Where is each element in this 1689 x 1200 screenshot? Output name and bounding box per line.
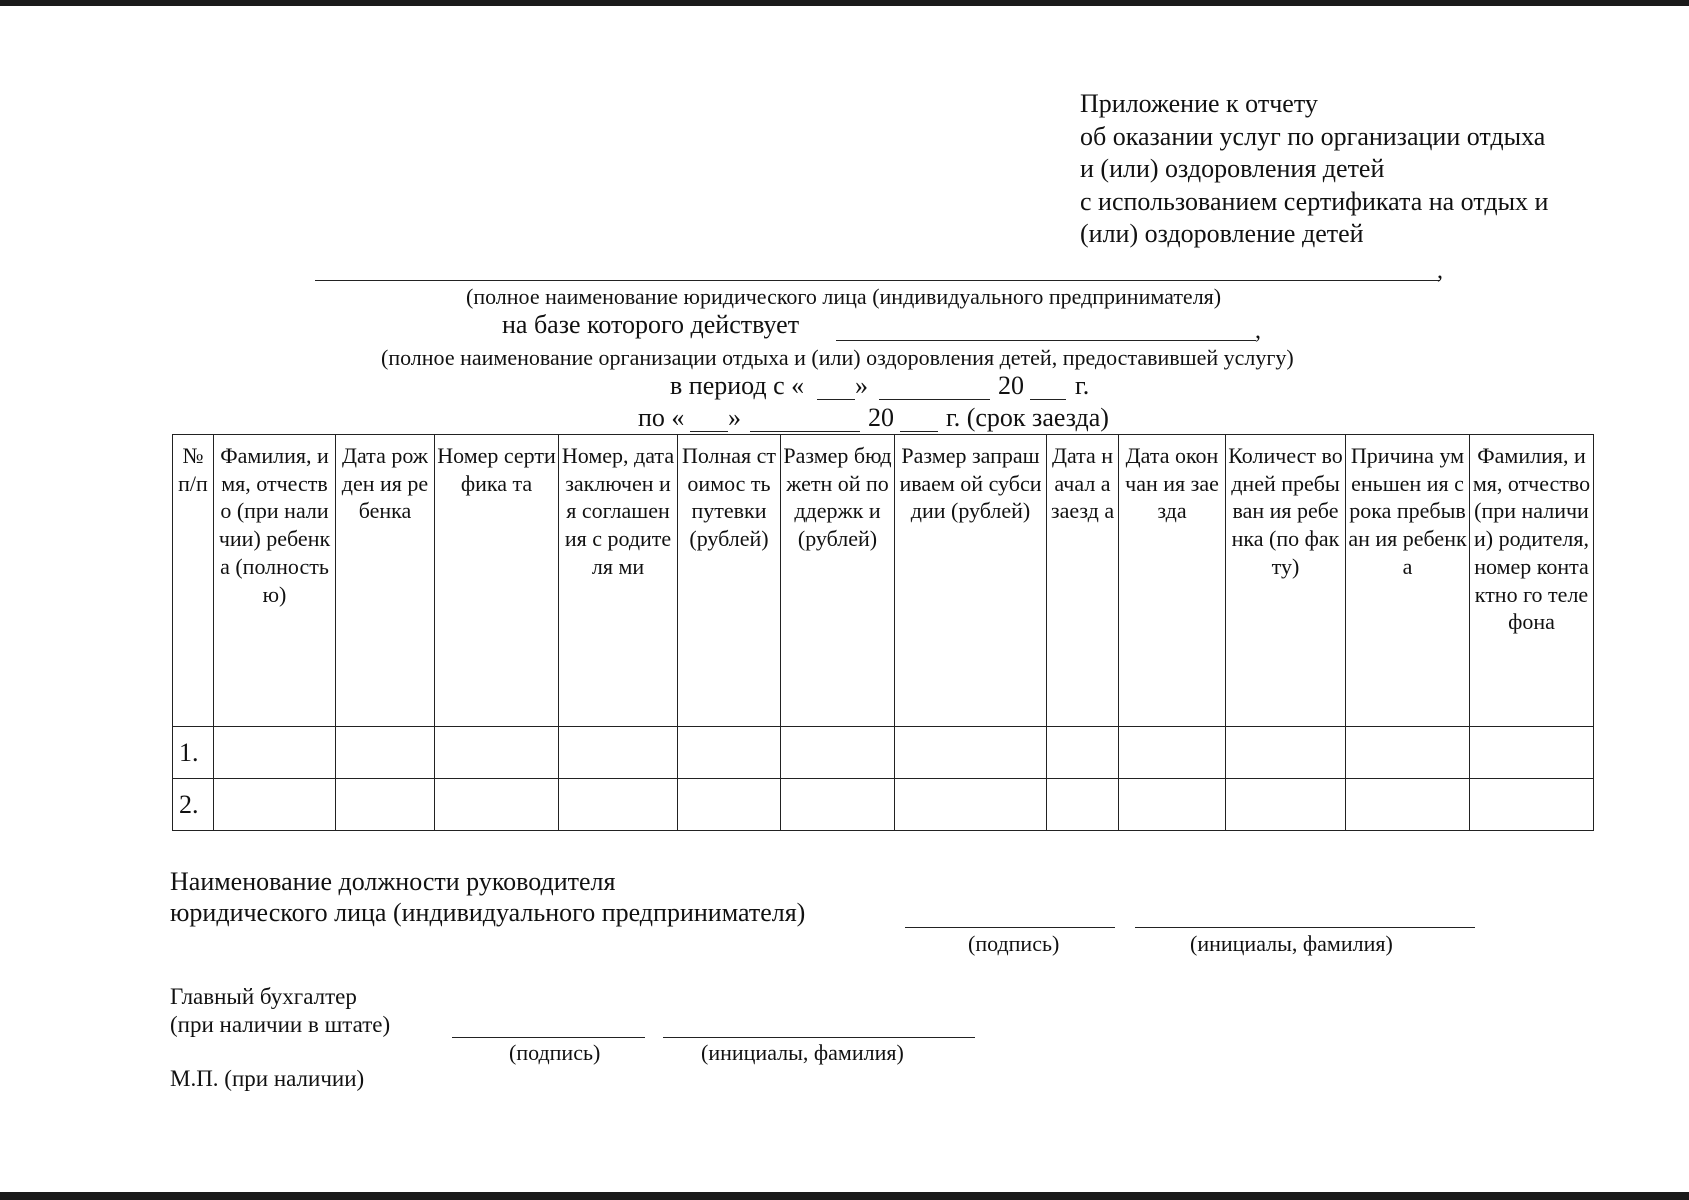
period-to-suffix: г. (срок заезда) — [946, 403, 1109, 432]
period-to-prefix: по « — [638, 403, 685, 432]
table-cell[interactable] — [1470, 779, 1594, 831]
table-row — [173, 779, 1594, 831]
table-cell[interactable] — [214, 779, 336, 831]
scan-bottom-edge — [0, 1192, 1689, 1200]
period-to-year-line[interactable] — [900, 431, 938, 432]
head-title-line-1: Наименование должности руководителя — [170, 867, 616, 896]
head-title-line-2: юридического лица (индивидуального предпринимателя) — [170, 898, 806, 927]
accountant-initials-line[interactable] — [663, 1037, 975, 1038]
accountant-line-1: Главный бухгалтер — [170, 984, 357, 1009]
column-header-arrival-start: Дата начал а заезд а — [1047, 435, 1119, 727]
head-signature-caption: (подпись) — [968, 931, 1060, 956]
appendix-line-3: и (или) оздоровления детей — [1080, 154, 1385, 183]
column-header-number: № п/п — [173, 435, 214, 727]
accountant-signature-caption: (подпись) — [509, 1040, 601, 1065]
column-header-budget-support: Размер бюджетн ой поддержк и (рублей) — [781, 435, 895, 727]
column-header-days-count: Количест во дней пребыван ия ребенка (по факту) — [1226, 435, 1346, 727]
appendix-line-2: об оказании услуг по организации отдыха — [1080, 121, 1546, 151]
table-cell[interactable] — [435, 727, 559, 779]
period-from-prefix: в период с « — [670, 371, 805, 400]
head-initials-caption: (инициалы, фамилия) — [1190, 931, 1393, 956]
report-table — [172, 434, 1594, 831]
appendix-line-1: Приложение к отчету — [1080, 89, 1318, 118]
table-cell[interactable] — [559, 727, 678, 779]
table-cell[interactable] — [1470, 727, 1594, 779]
table-cell[interactable] — [1047, 727, 1119, 779]
table-row — [173, 727, 1594, 779]
row-number: 2. — [173, 779, 214, 831]
period-from-quote-close: » — [855, 371, 868, 400]
table-cell[interactable] — [1119, 727, 1226, 779]
table-cell[interactable] — [336, 727, 435, 779]
period-to-month-line[interactable] — [750, 431, 860, 432]
organization-caption: (полное наименование организации отдыха и (или) оздоровления детей, предоставившей услугу) — [381, 345, 1294, 370]
period-from-suffix: г. — [1075, 371, 1090, 400]
accountant-initials-caption: (инициалы, фамилия) — [701, 1040, 904, 1065]
table-cell[interactable] — [1119, 779, 1226, 831]
row-number: 1. — [173, 727, 214, 779]
table-cell[interactable] — [895, 727, 1047, 779]
column-header-agreement: Номер, дата заключен ия соглашен ия с родителя ми — [559, 435, 678, 727]
table-cell[interactable] — [678, 727, 781, 779]
appendix-header — [1080, 88, 1548, 251]
period-from-year: 20 — [998, 371, 1024, 400]
appendix-line-5: (или) оздоровление детей — [1080, 219, 1364, 248]
appendix-line-4: с использованием сертификата на отдых и — [1080, 186, 1549, 216]
table-header-row — [173, 435, 1594, 727]
column-header-parent-contact: Фамилия, имя, отчество (при наличии) родителя, номер контактно го телефона — [1470, 435, 1594, 727]
column-header-certificate-number: Номер сертифика та — [435, 435, 559, 727]
period-to-day-line[interactable] — [690, 431, 728, 432]
base-label: на базе которого действует — [502, 310, 800, 339]
organization-name-line[interactable] — [836, 340, 1256, 341]
period-from-day-line[interactable] — [817, 399, 855, 400]
table-cell[interactable] — [781, 727, 895, 779]
period-from-year-line[interactable] — [1030, 399, 1066, 400]
column-header-arrival-end: Дата окончан ия заезда — [1119, 435, 1226, 727]
table-cell[interactable] — [781, 779, 895, 831]
table-cell[interactable] — [559, 779, 678, 831]
legal-entity-caption: (полное наименование юридического лица (индивидуального предпринимателя) — [466, 284, 1222, 309]
table-cell[interactable] — [336, 779, 435, 831]
table-cell[interactable] — [1226, 779, 1346, 831]
accountant-signature-line[interactable] — [452, 1037, 645, 1038]
table-cell[interactable] — [435, 779, 559, 831]
period-to-quote-close: » — [728, 403, 741, 432]
head-signature-line[interactable] — [905, 927, 1115, 928]
column-header-reduction-reason: Причина уменьшен ия срока пребыван ия ребенка — [1346, 435, 1470, 727]
table-cell[interactable] — [214, 727, 336, 779]
table-cell[interactable] — [678, 779, 781, 831]
column-header-child-birthdate: Дата рожден ия ребенка — [336, 435, 435, 727]
stamp-label: М.П. (при наличии) — [170, 1066, 365, 1091]
legal-entity-name-line[interactable] — [315, 280, 1440, 281]
column-header-full-cost: Полная стоимос ть путевки (рублей) — [678, 435, 781, 727]
accountant-line-2: (при наличии в штате) — [170, 1012, 391, 1037]
table-cell[interactable] — [1047, 779, 1119, 831]
table-cell[interactable] — [895, 779, 1047, 831]
head-initials-line[interactable] — [1135, 927, 1475, 928]
period-to-year: 20 — [868, 403, 894, 432]
table-cell[interactable] — [1346, 727, 1470, 779]
column-header-child-name: Фамилия, имя, отчество (при наличии) ребенка (полность ю) — [214, 435, 336, 727]
column-header-requested-subsidy: Размер запрашиваем ой субсидии (рублей) — [895, 435, 1047, 727]
scan-top-edge — [0, 0, 1689, 6]
table-cell[interactable] — [1226, 727, 1346, 779]
legal-entity-comma: , — [1437, 258, 1443, 284]
period-from-month-line[interactable] — [879, 399, 990, 400]
table-cell[interactable] — [1346, 779, 1470, 831]
organization-comma: , — [1255, 318, 1261, 344]
